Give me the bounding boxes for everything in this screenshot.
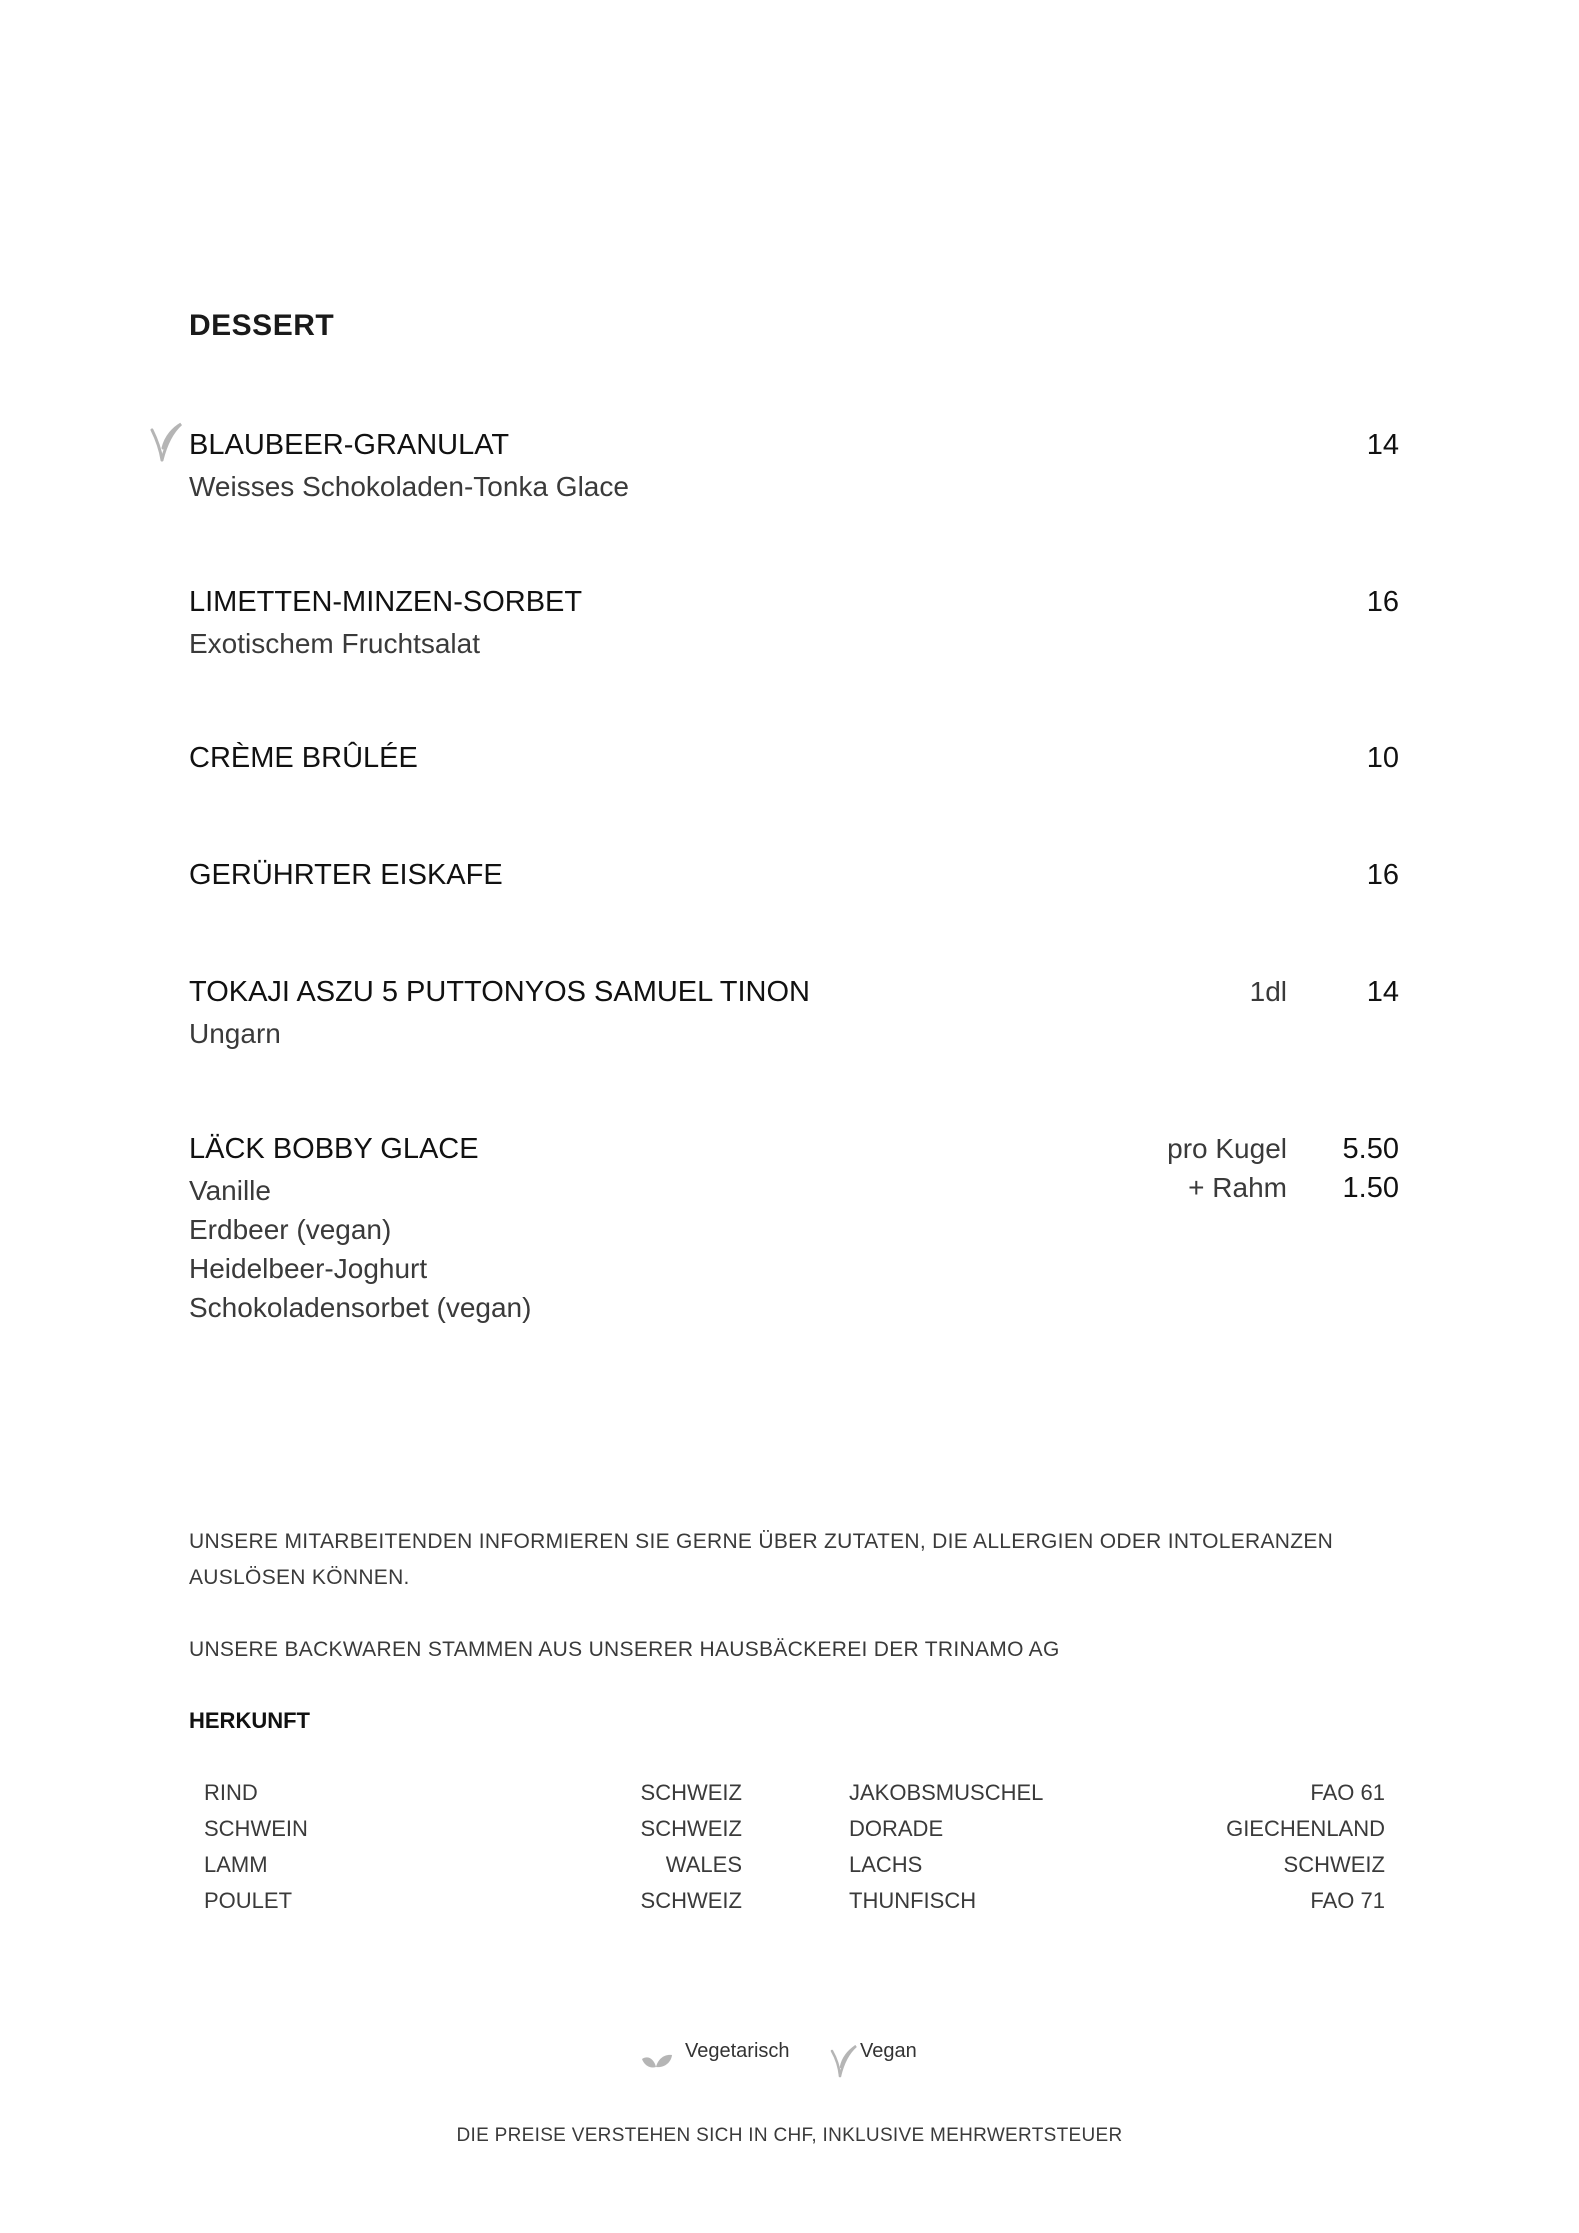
allergy-note: UNSERE MITARBEITENDEN INFORMIEREN SIE GERNE ÜBER ZUTATEN, DIE ALLERGIEN ODER INTOLERANZEN [189, 1530, 1334, 1553]
vegetarian-icon [640, 2051, 674, 2078]
origin-meat: RIND [204, 1780, 258, 1805]
menu-item-name: TOKAJI ASZU 5 PUTTONYOS SAMUEL TINON [189, 976, 810, 1008]
menu-item-description: Ungarn [189, 1018, 281, 1049]
origin-meat-country: WALES [665, 1852, 742, 1877]
menu-item-price-extra: 1.50 [1342, 1172, 1399, 1204]
origin-meat: SCHWEIN [204, 1816, 308, 1841]
origin-heading: HERKUNFT [189, 1708, 310, 1733]
menu-item-unit: 1dl [1249, 976, 1287, 1007]
origin-fish-country: SCHWEIZ [1283, 1852, 1385, 1877]
origin-meat: LAMM [204, 1852, 268, 1877]
menu-item-price: 14 [1366, 429, 1399, 461]
origin-fish: DORADE [849, 1816, 944, 1841]
origin-fish: LACHS [849, 1852, 923, 1877]
vegan-icon [830, 2042, 858, 2083]
menu-item-price: 16 [1366, 859, 1399, 891]
menu-item-name: LIMETTEN-MINZEN-SORBET [189, 586, 583, 618]
menu-item-price: 14 [1366, 976, 1399, 1008]
menu-item-description: Schokoladensorbet (vegan) [189, 1292, 532, 1323]
menu-item-description: Heidelbeer-Joghurt [189, 1253, 428, 1284]
price-footer-note: DIE PREISE VERSTEHEN SICH IN CHF, INKLUSIVE MEHRWERTSTEUER [456, 2125, 1123, 2146]
origin-fish: JAKOBSMUSCHEL [849, 1780, 1044, 1805]
origin-meat-country: SCHWEIZ [640, 1888, 742, 1913]
legend-vegan: Vegan [860, 2040, 917, 2062]
menu-item-price: 10 [1366, 742, 1399, 774]
vegan-icon [150, 420, 184, 467]
menu-item-unit-extra: + Rahm [1188, 1172, 1287, 1203]
legend-vegetarian: Vegetarisch [685, 2040, 790, 2062]
origin-fish: THUNFISCH [849, 1888, 977, 1913]
origin-meat-country: SCHWEIZ [640, 1780, 742, 1805]
allergy-note-continued: AUSLÖSEN KÖNNEN. [189, 1566, 410, 1589]
origin-fish-country: GIECHENLAND [1226, 1816, 1385, 1841]
menu-item-name: BLAUBEER-GRANULAT [189, 429, 510, 461]
menu-item-name: GERÜHRTER EISKAFE [189, 859, 503, 891]
bakery-note: UNSERE BACKWAREN STAMMEN AUS UNSERER HAUSBÄCKEREI DER TRINAMO AG [189, 1638, 1060, 1661]
menu-heading: DESSERT [189, 309, 335, 342]
menu-item-description: Vanille [189, 1175, 271, 1206]
origin-fish-country: FAO 61 [1310, 1780, 1385, 1805]
menu-item-description: Erdbeer (vegan) [189, 1214, 392, 1245]
menu-item-name: LÄCK BOBBY GLACE [189, 1133, 479, 1165]
origin-meat: POULET [204, 1888, 293, 1913]
origin-fish-country: FAO 71 [1310, 1888, 1385, 1913]
origin-meat-country: SCHWEIZ [640, 1816, 742, 1841]
menu-item-name: CRÈME BRÛLÉE [189, 742, 418, 774]
menu-item-price: 5.50 [1342, 1133, 1399, 1165]
menu-item-description: Weisses Schokoladen-Tonka Glace [189, 471, 629, 502]
menu-item-price: 16 [1366, 586, 1399, 618]
menu-item-unit: pro Kugel [1167, 1133, 1287, 1164]
menu-item-description: Exotischem Fruchtsalat [189, 628, 480, 659]
